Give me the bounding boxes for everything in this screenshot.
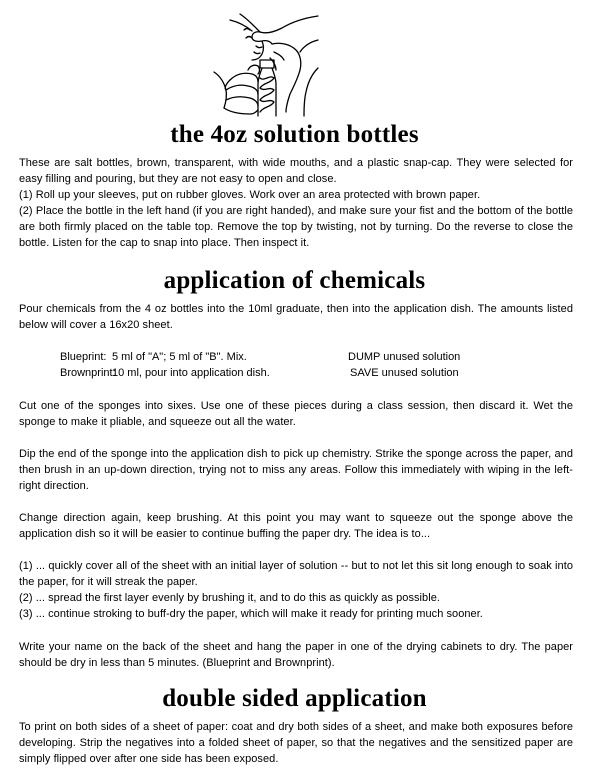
chemical-amounts-table [60, 349, 460, 381]
application-intro: Pour chemicals from the 4 oz bottles into the 10ml graduate, then into the application dish. The amounts listed below will cover a 16x20 sheet. [19, 303, 573, 331]
list-item: (3) ... continue stroking to buff-dry the paper, which will make it ready for printing much sooner. [19, 608, 483, 620]
table-cell-name: Brownprint: [60, 367, 116, 379]
hands-opening-bottle-icon [200, 12, 320, 120]
application-steps [19, 558, 573, 622]
section-heading-bottles: the 4oz solution bottles [170, 121, 419, 148]
table-cell-name: Blueprint: [60, 351, 107, 363]
table-row [60, 349, 460, 365]
table-cell-action: SAVE unused solution [350, 367, 459, 379]
list-item: (2) ... spread the first layer evenly by brushing it, and to do this as quickly as possible. [19, 592, 440, 604]
change-direction-paragraph: Change direction again, keep brushing. At this point you may want to squeeze out the sponge above the application dish so it will be easier to continue buffing the paper dry. The idea is to... [19, 512, 573, 540]
section-heading-double-sided: double sided application [162, 685, 427, 712]
table-cell-action: DUMP unused solution [348, 351, 461, 363]
drying-paragraph: Write your name on the back of the sheet and hang the paper in one of the drying cabinets to dry. The paper should be dry in less than 5 minutes. (Blueprint and Brownprint). [19, 641, 573, 669]
table-cell-amount: 10 ml, pour into application dish. [112, 367, 270, 379]
section-heading-application: application of chemicals [163, 267, 426, 294]
bottles-intro: These are salt bottles, brown, transparent, with wide mouths, and a plastic snap-cap. They were selected for easy filling and pouring, but they are not easy to open and close. [19, 157, 573, 185]
bottles-paragraph [19, 155, 573, 251]
dip-paragraph: Dip the end of the sponge into the application dish to pick up chemistry. Strike the sponge across the paper, and then brush in an up-down direction, trying not to miss any areas. Follow this immediately with wiping in the left-right direction. [19, 448, 573, 492]
sponge-paragraph: Cut one of the sponges into sixes. Use one of these pieces during a class session, then discard it. Wet the sponge to make it pliable, and squeeze out all the water. [19, 400, 573, 428]
table-cell-amount: 5 ml of "A"; 5 ml of "B". Mix. [112, 351, 247, 363]
bottles-step-1: (1) Roll up your sleeves, put on rubber gloves. Work over an area protected with brown paper. [19, 189, 481, 201]
table-row [60, 365, 460, 381]
bottles-step-2: (2) Place the bottle in the left hand (if you are right handed), and make sure your fist and the bottom of the bottle are both firmly placed on the table top. Remove the top by twisting, not by turning. Do the reverse to close the bottle. Listen for the cap to snap into place. Then inspect it. [19, 205, 573, 249]
list-item: (1) ... quickly cover all of the sheet with an initial layer of solution -- but to not let this sit long enough to soak into the paper, for it will streak the paper. [19, 560, 573, 588]
double-sided-paragraph: To print on both sides of a sheet of paper: coat and dry both sides of a sheet, and make both exposures before developing. Strip the negatives into a folded sheet of paper, so that the negatives and the sensitized paper are simply flipped over after one side has been exposed. [19, 721, 573, 765]
